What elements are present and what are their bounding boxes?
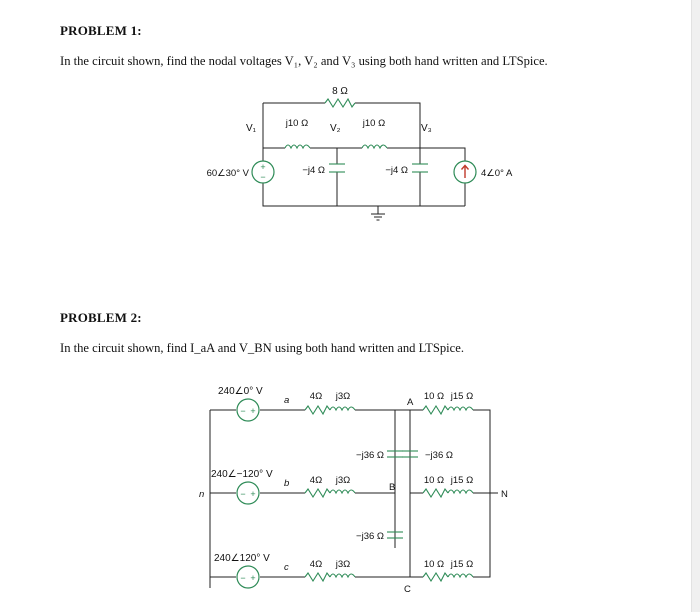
- line-inductor-a-icon: [330, 407, 355, 410]
- label-load-r-c: 10 Ω: [423, 559, 445, 570]
- label-load-x-b: j15 Ω: [450, 475, 474, 486]
- label-line-r-b: 4Ω: [309, 475, 323, 486]
- label-line-x-b: j3Ω: [335, 475, 351, 486]
- label-node-N: N: [501, 489, 508, 500]
- label-node-a: a: [284, 395, 290, 406]
- label-node-c: c: [284, 562, 289, 573]
- page-edge: [691, 0, 700, 612]
- load-inductor-b-icon: [448, 490, 473, 493]
- label-load-r-a: 10 Ω: [423, 391, 445, 402]
- svg-text:+: +: [250, 573, 256, 583]
- svg-text:−: −: [260, 172, 266, 182]
- label-j10-right: j10 Ω: [362, 118, 386, 129]
- svg-text:+: +: [250, 406, 256, 416]
- source-a-icon: [237, 399, 259, 421]
- line-resistor-a-icon: [305, 406, 330, 414]
- svg-text:+: +: [260, 162, 266, 172]
- label-vsource: 60∠30° V: [206, 168, 249, 179]
- current-source-icon: [454, 161, 476, 183]
- label-line-r-a: 4Ω: [309, 391, 323, 402]
- problem1-text: In the circuit shown, find the nodal voltages V₁, V₂ and V₃ using both hand written and LTSpice.: [60, 54, 548, 68]
- problem1-heading: PROBLEM 1:: [60, 23, 142, 38]
- load-resistor-c-icon: [423, 573, 448, 581]
- label-node-C: C: [404, 584, 411, 595]
- label-v2: V₂: [330, 123, 341, 134]
- load-inductor-a-icon: [448, 407, 473, 410]
- circuit-problem1: [207, 86, 513, 220]
- load-resistor-b-icon: [423, 489, 448, 497]
- label-cap-1: −j36 Ω: [356, 450, 384, 461]
- resistor-8ohm-icon: [325, 99, 355, 107]
- label-src-b: 240∠−120° V: [211, 469, 273, 480]
- label-8ohm: 8 Ω: [332, 86, 348, 97]
- label-isource: 4∠0° A: [481, 168, 513, 179]
- label-j10-left: j10 Ω: [285, 118, 309, 129]
- capacitor-right-icon: [412, 164, 428, 172]
- label-load-x-a: j15 Ω: [450, 391, 474, 402]
- line-resistor-b-icon: [305, 489, 330, 497]
- problem2-heading: PROBLEM 2:: [60, 310, 142, 325]
- label-cap-3: −j36 Ω: [356, 531, 384, 542]
- line-inductor-b-icon: [330, 490, 355, 493]
- inductor-j10-right-icon: [362, 145, 387, 148]
- label-line-x-a: j3Ω: [335, 391, 351, 402]
- label-src-a: 240∠0° V: [218, 386, 263, 397]
- ground-icon: [371, 214, 385, 220]
- wire-bottom: [263, 183, 465, 206]
- svg-text:−: −: [240, 406, 246, 416]
- problem2-text: In the circuit shown, find I_aA and V_BN using both hand written and LTSpice.: [60, 341, 464, 355]
- label-v3: V₃: [421, 123, 432, 134]
- label-v1: V₁: [246, 123, 257, 134]
- label-line-r-c: 4Ω: [309, 559, 323, 570]
- label-line-x-c: j3Ω: [335, 559, 351, 570]
- svg-text:−: −: [240, 489, 246, 499]
- label-cap-right: −j4 Ω: [385, 165, 408, 176]
- label-cap-2: −j36 Ω: [425, 450, 453, 461]
- inductor-j10-left-icon: [285, 145, 310, 148]
- capacitor-left-icon: [329, 164, 345, 172]
- label-node-b: b: [284, 478, 290, 489]
- line-resistor-c-icon: [305, 573, 330, 581]
- circuit-problem2: [199, 386, 508, 595]
- source-b-icon: [237, 482, 259, 504]
- label-node-B: B: [389, 482, 396, 493]
- label-load-r-b: 10 Ω: [423, 475, 445, 486]
- label-load-x-c: j15 Ω: [450, 559, 474, 570]
- label-src-c: 240∠120° V: [214, 553, 270, 564]
- source-c-icon: [237, 566, 259, 588]
- svg-text:+: +: [250, 489, 256, 499]
- label-node-A: A: [407, 397, 414, 408]
- label-cap-left: −j4 Ω: [302, 165, 325, 176]
- load-resistor-a-icon: [423, 406, 448, 414]
- label-node-n: n: [199, 489, 205, 500]
- line-inductor-c-icon: [330, 574, 355, 577]
- svg-text:−: −: [240, 573, 246, 583]
- wire-isource-top: [420, 148, 465, 161]
- voltage-source-icon: [252, 161, 274, 183]
- load-inductor-c-icon: [448, 574, 473, 577]
